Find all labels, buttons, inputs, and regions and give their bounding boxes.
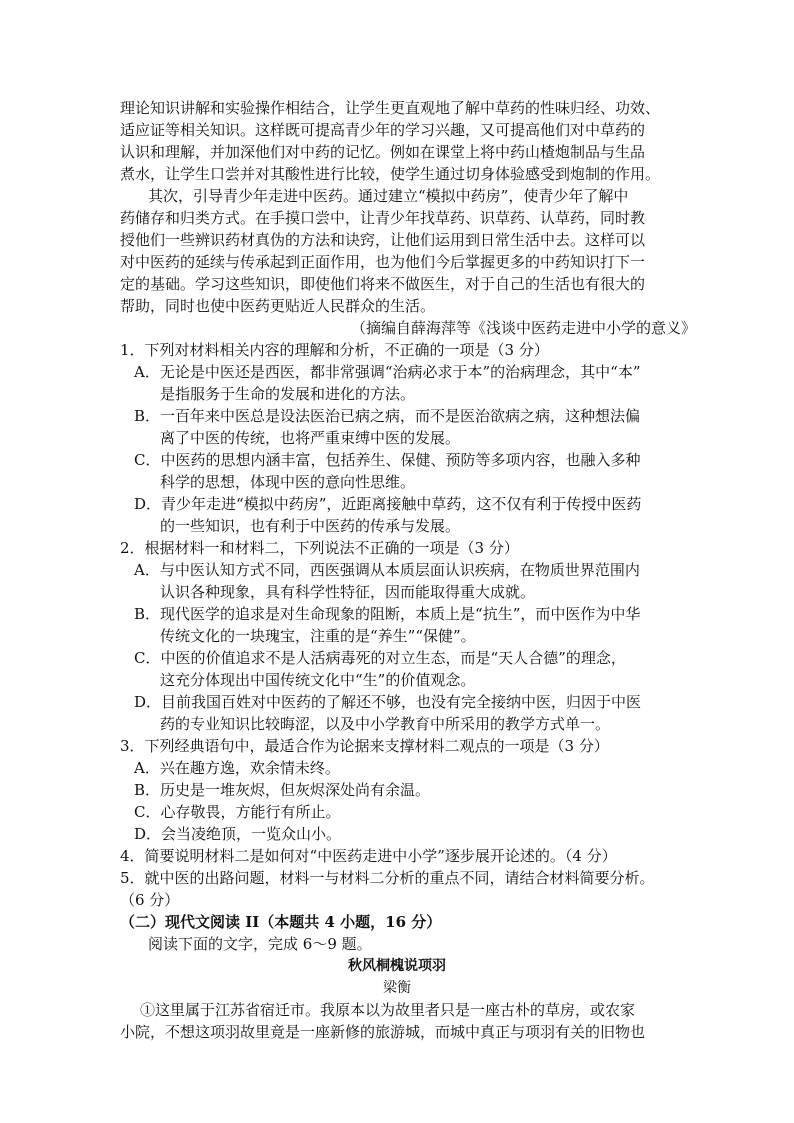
passage-line: 药储存和归类方式。在手摸口尝中，让青少年找草药、识草药、认草药，同时教 (120, 209, 646, 227)
section-instruction: 阅读下面的文字，完成 6～9 题。 (148, 935, 372, 953)
question-5: 5．就中医的出路问题，材料一与材料二分析的重点不同，请结合材料简要分析。 (120, 869, 655, 887)
question-2-stem: 2．根据材料一和材料二，下列说法不正确的一项是（3 分） (120, 539, 519, 557)
question-1-stem: 1．下列对材料相关内容的理解和分析，不正确的一项是（3 分） (120, 341, 549, 359)
question-2-option-b-cont: 传统文化的一块瑰宝，注重的是“养生”“保健”。 (160, 627, 476, 645)
question-1-option-c: C．中医药的思想内涵丰富，包括养生、保健、预防等多项内容，也融入多种 (134, 451, 641, 469)
passage-line: 煮水，让学生口尝并对其酸性进行比较，使学生通过切身体验感受到炮制的作用。 (120, 165, 661, 183)
question-5-points: （6 分） (120, 891, 180, 909)
question-1-option-b-cont: 离了中医的传统，也将严重束缚中医的发展。 (160, 429, 461, 447)
question-2-option-a: A．与中医认知方式不同，西医强调从本质层面认识疾病，在物质世界范围内 (134, 561, 640, 579)
question-1-option-d-cont: 的一些知识，也有利于中医药的传承与发展。 (160, 517, 461, 535)
question-1-option-d: D．青少年走进“模拟中药房”，近距离接触中草药，这不仅有利于传授中医药 (134, 495, 642, 513)
passage-line: 适应证等相关知识。这样既可提高青少年的学习兴趣，又可提高他们对中草药的 (120, 121, 646, 139)
question-3-option-b: B．历史是一堆灰烬，但灰烬深处尚有余温。 (134, 781, 431, 799)
passage-line: 认识和理解，并加深他们对中药的记忆。例如在课堂上将中药山楂炮制品与生品 (120, 143, 646, 161)
question-2-option-a-cont: 认识各种现象，具有科学性特征，因而能取得重大成就。 (160, 583, 536, 601)
question-1-option-a-cont: 是指服务于生命的发展和进化的方法。 (160, 385, 416, 403)
source-citation: （摘编自薛海萍等《浅谈中医药走进中小学的意义》 (350, 319, 696, 337)
question-3-option-a: A．兴在趣方逸，欢余情未终。 (134, 759, 340, 777)
question-2-option-d-cont: 药的专业知识比较晦涩，以及中小学教育中所采用的教学方式单一。 (160, 715, 611, 733)
question-3-option-d: D．会当凌绝顶，一览众山小。 (134, 825, 342, 843)
passage-line: 其次，引导青少年走进中医药。通过建立“模拟中药房”，使青少年了解中 (148, 187, 629, 205)
question-1-option-c-cont: 科学的思想，体现中医的意向性思维。 (160, 473, 416, 491)
passage-line: 理论知识讲解和实验操作相结合，让学生更直观地了解中草药的性味归经、功效、 (120, 99, 661, 117)
question-3-option-c: C．心存敬畏，方能行有所止。 (134, 803, 341, 821)
question-4: 4．简要说明材料二是如何对“中医药走进中小学”逐步展开论述的。（4 分） (120, 847, 617, 865)
question-2-option-d: D．目前我国百姓对中医药的了解还不够，也没有完全接纳中医，归因于中医 (134, 693, 642, 711)
article-title: 秋风桐槐说项羽 (348, 958, 446, 974)
question-1-option-a: A．无论是中医还是西医，都非常强调“治病必求于本”的治病理念，其中“本” (134, 363, 641, 381)
question-3-stem: 3．下列经典语句中，最适合作为论据来支撑材料二观点的一项是（3 分） (120, 737, 609, 755)
section-heading: （二）现代文阅读 II（本题共 4 小题，16 分） (120, 913, 442, 931)
article-author: 梁衡 (383, 980, 411, 996)
passage-line: 授他们一些辨识药材真伪的方法和诀窍，让他们运用到日常生活中去。这样可以 (120, 231, 646, 249)
passage-line: 定的基础。学习这些知识，即使他们将来不做医生，对于自己的生活也有很大的 (120, 275, 646, 293)
question-2-option-c-cont: 这充分体现出中国传统文化中“生”的价值观念。 (160, 671, 476, 689)
article-paragraph: ①这里属于江苏省宿迁市。我原本以为故里者只是一座古朴的草房，或农家 (140, 1001, 636, 1019)
question-2-option-b: B．现代医学的追求是对生命现象的阻断，本质上是“抗生”，而中医作为中华 (134, 605, 641, 623)
article-paragraph-cont: 小院，不想这项羽故里竟是一座新修的旅游城，而城中真正与项羽有关的旧物也 (120, 1023, 646, 1041)
passage-line: 帮助，同时也使中医药更贴近人民群众的生活。 (120, 297, 436, 315)
passage-line: 对中医药的延续与传承起到正面作用，也为他们今后掌握更多的中药知识打下一 (120, 253, 646, 271)
question-1-option-b: B．一百年来中医总是设法医治已病之病，而不是医治欲病之病，这种想法偏 (134, 407, 641, 425)
question-2-option-c: C．中医的价值追求不是人活病毒死的对立生态，而是“天人合德”的理念， (134, 649, 626, 667)
